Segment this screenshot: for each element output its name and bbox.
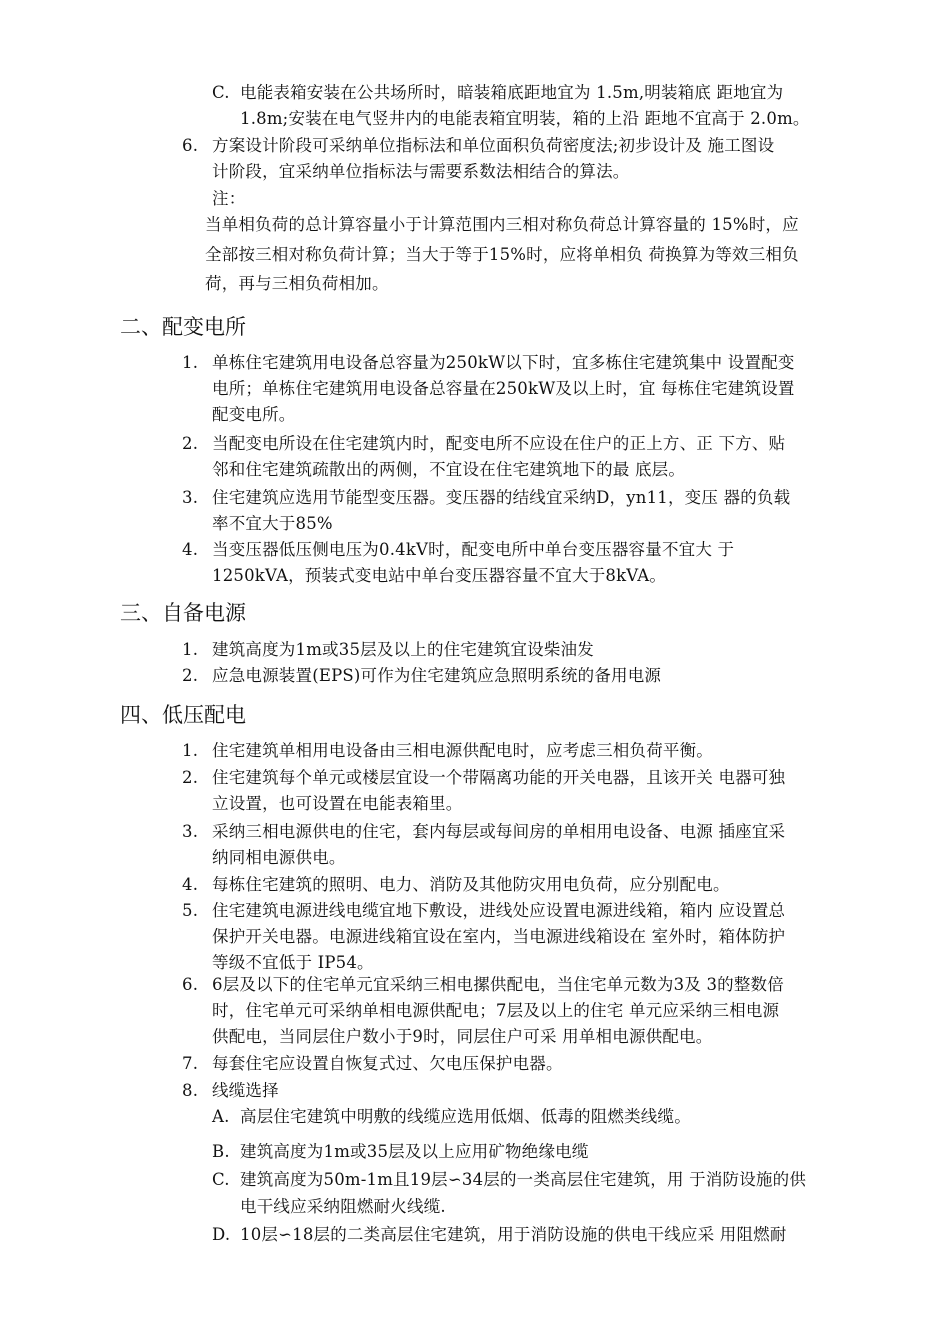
item-6-line1: 方案设计阶段可采纳单位指标法和单位面积负荷密度法;初步设计及 施工图设	[212, 136, 775, 155]
list-item-text: 当变压器低压侧电压为0.4kV时，配变电所中单台变压器容量不宜大 于	[212, 540, 735, 559]
list-item-text: 当配变电所设在住宅建筑内时，配变电所不应设在住户的正上方、正 下方、贴	[212, 434, 786, 453]
list-item-number: 5.	[182, 901, 199, 920]
item-c-line1: 电能表箱安装在公共场所时，暗装箱底距地宜为 1.5m,明装箱底 距地宜为	[240, 83, 784, 102]
list-item-number: 2.	[182, 666, 199, 685]
sub-item-text: 10层∽18层的二类高层住宅建筑，用于消防设施的供电干线应采 用阻燃耐	[240, 1225, 787, 1244]
list-item-text: 采纳三相电源供电的住宅，套内每层或每间房的单相用电设备、电源 插座宜采	[212, 822, 786, 841]
list-item-number: 8.	[182, 1081, 199, 1100]
list-item-text: 单栋住宅建筑用电设备总容量为250kW以下时，宜多栋住宅建筑集中 设置配变	[212, 353, 795, 372]
sub-item-label: D.	[212, 1225, 231, 1244]
sub-item-text: 高层住宅建筑中明敷的线缆应选用低烟、低毒的阻燃类线缆。	[240, 1107, 691, 1126]
list-item-text: 1250kVA，预装式变电站中单台变压器容量不宜大于8kVA。	[212, 566, 667, 585]
list-item-text: 住宅建筑应选用节能型变压器。变压器的结线宜采纳D，yn11，变压 器的负载	[212, 488, 791, 507]
item-c-label: C.	[212, 83, 230, 102]
list-item-number: 1.	[182, 353, 199, 372]
note-label: 注：	[212, 189, 246, 208]
note-line3: 荷，再与三相负荷相加。	[205, 274, 389, 293]
list-item-text: 供配电，当同层住户数小于9时，同层住户可采 用单相电源供配电。	[212, 1027, 713, 1046]
list-item-number: 3.	[182, 488, 199, 507]
list-item-text: 电所；单栋住宅建筑用电设备总容量在250kW及以上时，宜 每栋住宅建筑设置	[212, 379, 795, 398]
item-6-number: 6.	[182, 136, 199, 155]
list-item-text: 配变电所。	[212, 405, 296, 424]
list-item-text: 建筑高度为1m或35层及以上的住宅建筑宜设柴油发	[212, 640, 594, 659]
list-item-number: 4.	[182, 875, 199, 894]
sub-item-text: 电干线应采纳阻燃耐火线缆.	[240, 1197, 446, 1216]
section-heading-backup-power: 三、自备电源	[120, 601, 246, 625]
list-item-text: 纳同相电源供电。	[212, 848, 346, 867]
list-item-text: 住宅建筑每个单元或楼层宜设一个带隔离功能的开关电器，且该开关 电器可独	[212, 768, 786, 787]
section-heading-low-voltage: 四、低压配电	[120, 703, 246, 727]
item-6-line2: 计阶段，宜采纳单位指标法与需要系数法相结合的算法。	[212, 162, 630, 181]
list-item-text: 立设置，也可设置在电能表箱里。	[212, 794, 463, 813]
note-line2: 全部按三相对称负荷计算；当大于等于15%时，应将单相负 荷换算为等效三相负	[205, 245, 799, 264]
list-item-text: 6层及以下的住宅单元宜采纳三相电摞供配电，当住宅单元数为3及 3的整数倍	[212, 975, 784, 994]
list-item-text: 时，住宅单元可采纳单相电源供配电；7层及以上的住宅 单元应采纳三相电源	[212, 1001, 780, 1020]
list-item-text: 每栋住宅建筑的照明、电力、消防及其他防灾用电负荷，应分别配电。	[212, 875, 730, 894]
item-c-line2: 1.8m;安装在电气竖井内的电能表箱宜明装，箱的上沿 距地不宜高于 2.0m。	[240, 109, 810, 128]
note-line1: 当单相负荷的总计算容量小于计算范围内三相对称负荷总计算容量的 15%时，应	[205, 215, 799, 234]
list-item-number: 2.	[182, 768, 199, 787]
list-item-text: 邻和住宅建筑疏散出的两侧，不宜设在住宅建筑地下的最 底层。	[212, 460, 686, 479]
section-heading-substation: 二、配变电所	[120, 315, 246, 339]
list-item-text: 等级不宜低于 IP54。	[212, 953, 374, 972]
list-item-text: 住宅建筑单相用电设备由三相电源供配电时，应考虑三相负荷平衡。	[212, 741, 713, 760]
list-item-text: 每套住宅应设置自恢复式过、欠电压保护电器。	[212, 1054, 563, 1073]
list-item-text: 率不宜大于85%	[212, 514, 333, 533]
list-item-text: 线缆选择	[212, 1081, 279, 1100]
list-item-number: 2.	[182, 434, 199, 453]
sub-item-label: C.	[212, 1170, 230, 1189]
list-item-text: 保护开关电器。电源进线箱宜设在室内，当电源进线箱设在 室外时，箱体防护	[212, 927, 786, 946]
sub-item-text: 建筑高度为50m-1m且19层∽34层的一类高层住宅建筑，用 于消防设施的供	[240, 1170, 807, 1189]
list-item-number: 3.	[182, 822, 199, 841]
sub-item-label: A.	[212, 1107, 230, 1126]
list-item-number: 7.	[182, 1054, 199, 1073]
list-item-number: 4.	[182, 540, 199, 559]
list-item-text: 住宅建筑电源进线电缆宜地下敷设，进线处应设置电源进线箱，箱内 应设置总	[212, 901, 786, 920]
list-item-text: 应急电源装置(EPS)可作为住宅建筑应急照明系统的备用电源	[212, 666, 662, 685]
list-item-number: 6.	[182, 975, 199, 994]
list-item-number: 1.	[182, 640, 199, 659]
sub-item-text: 建筑高度为1m或35层及以上应用矿物绝缘电缆	[240, 1142, 589, 1161]
list-item-number: 1.	[182, 741, 199, 760]
sub-item-label: B.	[212, 1142, 230, 1161]
